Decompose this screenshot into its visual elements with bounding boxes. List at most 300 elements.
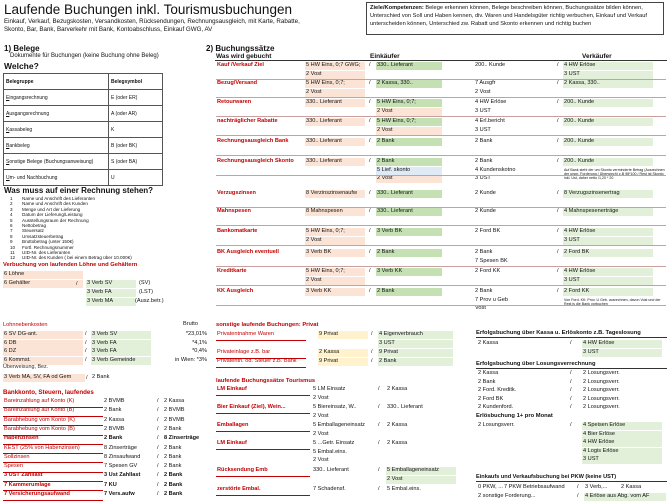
slash-separator: / [378, 386, 380, 392]
bank-soll: 2 BVMB [104, 425, 125, 432]
tour-haben: 2 Kassa [387, 440, 408, 446]
tour-label: Bier Einkauf (Ziel), Wein... [217, 404, 286, 410]
belege-col-symbol: Belegsymbol [109, 74, 163, 90]
bs-vk-haben: 200.. Kunde [563, 99, 653, 107]
bank-haben: 2 Bank [164, 491, 183, 497]
slash-separator: / [378, 404, 380, 410]
beleg-symbol: K [109, 122, 163, 138]
bank-soll: 7 Spesen GV [104, 463, 138, 470]
slash-separator: / [369, 208, 371, 214]
bs-ek-haben: 3 Verb BK [376, 228, 442, 236]
bs-vk-haben: 2 Ford BK [563, 249, 653, 257]
slash-separator: / [369, 118, 371, 124]
slash-separator: / [557, 208, 559, 214]
rechnung-item-text: Steuersatz [22, 228, 44, 234]
nk-cell: 3 Verb FA [91, 340, 151, 348]
slash-separator: / [577, 484, 579, 490]
bs-ek-soll: 2 Vost [305, 89, 365, 97]
bs-ek-haben: 2 Vost [376, 108, 442, 116]
page-title: Laufende Buchungen inkl. Tourismusbuchungen [4, 2, 292, 17]
bs-vk-soll: 2 Bank [475, 249, 493, 255]
tour-label: LM Einkauf [217, 386, 247, 392]
bs-vk-haben: 3 UST [563, 71, 653, 79]
tour-soll: 2 Vost [313, 457, 329, 463]
bs-vk-soll: 3 UST [475, 107, 491, 114]
bs-vk-soll: 7 Prov u Geb [475, 296, 508, 303]
losung-heading: Erfolgsbuchung über Losungsverrechnung [476, 361, 596, 367]
nk-cell: 6 Kommst. [3, 357, 83, 365]
tour-haben: 2 Vost [386, 476, 456, 484]
rechnung-item-text: Menge und Art der Lieferung [22, 206, 81, 212]
tagesl-cell: 2 Kassa [478, 340, 499, 346]
bs-vk-soll: 3 UST [475, 175, 491, 181]
bs-ek-haben: 5 HW Eins, 0;7; [376, 99, 442, 107]
slash-separator: / [85, 339, 87, 346]
tour-label: Rücksendung Emb [217, 467, 268, 473]
pkw-cell: 0 PKW, ... [478, 484, 503, 490]
bs-ek-haben: 2 Bank [376, 288, 442, 296]
loehne-cell: 3 Verb SV [86, 280, 136, 288]
tour-haben: 2 Kassa [387, 422, 408, 428]
bank-soll: 8 Zinserträge [104, 444, 137, 451]
bs-vk-soll: 2 Bank [475, 158, 493, 164]
bank-haben: 2 BVMB [164, 416, 185, 423]
losung-haben: 2 Losungsverr. [583, 395, 620, 402]
bank-haben: 2 Bank [164, 481, 183, 488]
nk-cell: 3 Verb FA [91, 348, 151, 356]
bs-note: Auf Bank steht der um Skonto verminderte Betrag (Ausrechnen der urspr. Forderung / Überwiech) z.B 98*100 / Rest ist Skonto inkl. Ust, daher netto /1,20 * 20 [564, 167, 665, 180]
slash-separator: / [371, 331, 373, 337]
losung-haben: 2 Losungsverr. [583, 378, 620, 385]
bs-ek-soll: 2 Vost [305, 277, 365, 285]
bs-label: Verzugszinsen [217, 190, 256, 196]
tour-rule [216, 476, 310, 477]
pkw-cell: 3 Verb,... [585, 484, 608, 490]
bs-row-rule [216, 285, 666, 286]
slash-separator: / [557, 99, 559, 105]
bs-label: BK Ausgleich eventuell [217, 249, 279, 255]
bank-label: Habenzinsen [4, 435, 39, 442]
brutto-label: Brutto [183, 321, 198, 327]
tour-haben: 5 Emballageneinsatz [386, 467, 456, 475]
bs-vk-haben: 3 UST [563, 277, 653, 285]
bs-vk-soll: 2 Bank [475, 138, 493, 144]
bs-row-rule [216, 305, 666, 306]
rechnung-item-number: 3 [10, 206, 13, 212]
bs-label: Retourwaren [217, 99, 252, 105]
belege-heading: 1) Belege [4, 44, 40, 53]
tour-rule [216, 449, 310, 450]
loehne-cell: (LST) [139, 289, 153, 295]
losung-soll: 2 Kassa [478, 370, 499, 376]
privat-haben: 9 Privat [378, 349, 453, 357]
privat-label: Privatentn. od. Steuer z.B. Bank [217, 358, 297, 364]
bs-note: Von Ford. KK: Prov. U Geb. ausrechnen, davon Vost und der Rest is die Bank vorbuchen [564, 297, 661, 306]
slash-separator: / [157, 407, 159, 414]
nk-cell: 6 DZ [3, 348, 83, 356]
privat-haben: 2 Bank [378, 358, 453, 366]
bs-ek-soll: 330.. Lieferant [305, 158, 365, 166]
beleg-group-initial: S [6, 158, 10, 165]
bs-vk-haben: 200.. Kunde [563, 138, 653, 146]
beleg-group-initial: U [6, 174, 10, 181]
slash-separator: / [557, 249, 559, 255]
slash-separator: / [570, 387, 572, 394]
bs-ek-haben: 2 Vost [376, 175, 442, 183]
bs-vk-haben: 3 UST [563, 237, 653, 245]
slash-separator: / [369, 138, 371, 144]
privat-haben: 4 Eigenverbrauch [378, 331, 453, 339]
rechnung-item-text: Datum der Lieferung/Leistung [22, 212, 83, 218]
nk-cell: 6 SV DG-ant. [3, 331, 83, 339]
bs-vk-haben: 4 HW Erlöse [563, 228, 653, 236]
pkw-cell: 2 Kassa [621, 484, 642, 490]
slash-separator: / [570, 378, 572, 385]
bank-soll: 2 Bank [104, 407, 122, 414]
bs-col-was: Was wird gebucht [216, 53, 272, 60]
bs-ek-haben: 2 Kassa, 330.. [376, 80, 442, 88]
goals-box [366, 2, 664, 35]
nk-cell: 6 DB [3, 340, 83, 348]
beleg-group: Um- und Nachbuchung [4, 170, 109, 186]
privat-soll: 2 Kassa [318, 349, 368, 357]
rechnung-item-number: 5 [10, 217, 13, 223]
tour-haben: 2 Kassa [387, 386, 408, 392]
bank-label: Sollzinsen [4, 453, 30, 460]
losung-soll: 2 Ford BK [478, 395, 504, 402]
beleg-symbol: U [109, 170, 163, 186]
monat-cell: 2 Losungsverr. [478, 422, 515, 428]
bs-ek-haben: 2 Vost [376, 127, 442, 135]
slash-separator: / [577, 493, 579, 499]
page-subtitle: Einkauf, Verkauf, Bezugskosten, Versandkosten, Rücksendungen, Rechnungsausgleich, mit Karte, Rabatte, Skonto, Bar, Bank, Barverkehr mit Bank, Kontoabschluss, Einkauf GWG, AV [4, 18, 300, 34]
bs-vk-soll: 7 Ausgfr [475, 80, 496, 86]
bs-label: Kreditkarte [217, 268, 247, 274]
bank-label: Barabhebung vom Konto (B) [4, 425, 75, 432]
bs-col-vk: Verkäufer [582, 53, 612, 60]
beleg-group-initial: A [6, 110, 10, 117]
slash-separator: / [369, 62, 371, 68]
rechnung-item [10, 255, 205, 260]
bs-vk-soll: 4 Kundenskotno [475, 166, 516, 173]
losung-haben: 2 Losungsverr. [583, 370, 620, 376]
slash-separator: / [557, 118, 559, 124]
bank-label: 7 Kammerumlage [4, 481, 51, 488]
slash-separator: / [85, 356, 87, 363]
slash-separator: / [157, 435, 159, 442]
bs-row-rule [216, 155, 666, 156]
tour-soll: 2 Vost [313, 412, 329, 419]
pkw-heading: Einkaufs und Verkaufsbuchung bei PKW (keine UST) [476, 474, 617, 480]
rechnung-heading: Was muss auf einer Rechnung stehen? [4, 186, 154, 195]
slash-separator: / [557, 138, 559, 144]
bs-ek-soll: 3 Verb KK [305, 288, 365, 296]
bs-vk-haben: 4 Mahnspesenerträge [563, 208, 653, 216]
slash-separator: / [157, 416, 159, 423]
belege-col-group: Belegruppe [4, 74, 109, 90]
beleg-group: Bankbeleg [4, 138, 109, 154]
bs-ek-haben: 330.. Lieferant [376, 62, 442, 70]
privat-soll: 9 Privat [318, 358, 368, 366]
privat-label: Privateinlage z.B. bar [217, 349, 271, 355]
rechnung-item-text: Nettobetrag [22, 223, 47, 229]
rechnung-item-number: 6 [10, 223, 13, 229]
slash-separator: / [557, 228, 559, 234]
bank-haben: 2 Bank [164, 463, 182, 470]
bs-vk-haben: 2 Kassa, 330.. [563, 80, 653, 88]
tour-heading: laufende Buchungssätze Tourismus [216, 378, 316, 384]
bank-label: Spesen [4, 463, 23, 470]
privat-rule [216, 340, 306, 341]
bank-soll: 7 Vers.aufw [104, 491, 135, 497]
bank-haben: 2 Bank [164, 444, 182, 451]
bs-ek-soll: 5 HW Eins, 0;7 GWG; [305, 62, 365, 70]
tour-soll: 7 Schadensf. [313, 486, 346, 492]
bs-row-rule [216, 266, 666, 267]
tour-rule [216, 395, 310, 396]
bs-ek-soll: 8 Verzinszinsenaufw [305, 190, 365, 198]
beleg-group-initial: K [6, 126, 10, 133]
ueb-cell: 3 Verb MA, SV, FA od Gem [3, 374, 85, 382]
bs-vk-haben: 200.. Kunde [563, 158, 653, 166]
beleg-group: Kassabeleg [4, 122, 109, 138]
slash-separator: / [557, 268, 559, 274]
slash-separator: / [378, 422, 380, 428]
slash-separator: / [369, 268, 371, 274]
bs-heading: 2) Buchungssätze [206, 44, 275, 53]
bs-vk-haben: 2 Ford KK [563, 288, 653, 296]
monat-haben: 4 Bier Erlöse [582, 431, 662, 439]
bank-label: 3 UST Zahllast [4, 472, 43, 479]
bs-vk-soll: 2 Kunde [475, 190, 496, 196]
bs-vk-soll: 4 HW Erlöse [475, 99, 507, 105]
nk-cell: 3 Verb SV [91, 331, 151, 339]
pkw-cell: 4 Erlöse aus Abg. vom AF [584, 493, 666, 501]
bs-vk-soll: 4 Erl.bericht [475, 118, 505, 124]
loehne-cell: (SV) [139, 280, 151, 286]
loehne-heading: Verbuchung von laufenden Löhne und Gehältern [3, 262, 138, 268]
beleg-group-initial: E [6, 94, 10, 101]
beleg-group: Sonstige Belege (Buchungsanweisung) [4, 154, 109, 170]
bs-ek-soll: 2 Vost [305, 71, 365, 79]
belege-note: Dokumente für Buchungen (keine Buchung ohne Beleg) [10, 53, 159, 59]
bank-soll: 7 KU [104, 481, 117, 488]
privat-heading: sonstige laufende Buchungen: Privat [216, 322, 319, 328]
bs-ek-haben: 330.. Lieferant [376, 208, 442, 216]
bank-row-rule [3, 500, 103, 501]
pkw-cell: 7 PKW Betriebsaufwand [504, 484, 565, 490]
slash-separator: / [157, 491, 159, 497]
loehne-cell: 3 Verb FA [86, 289, 136, 297]
monat-haben: 3 UST [582, 456, 662, 464]
bs-label: Bezug/Versand [217, 80, 258, 86]
slash-separator: / [378, 440, 380, 446]
rechnung-item-text: Name und Anschrift des Kunden [22, 201, 88, 207]
slash-separator: / [369, 99, 371, 105]
tour-label: zerstörte Embal. [217, 486, 261, 492]
bs-label: Bankomatkarte [217, 228, 258, 234]
bank-haben: 2 Kassa [164, 398, 185, 404]
bs-vk-haben: 200.. Kunde [563, 118, 653, 126]
slash-separator: / [378, 486, 380, 492]
slash-separator: / [85, 331, 87, 337]
slash-separator: / [570, 404, 572, 411]
tour-soll: 5 Emballageneinsatz [313, 422, 365, 428]
slash-separator: / [369, 249, 371, 255]
beleg-symbol: S (oder BA) [109, 154, 163, 170]
bank-soll: 2 Bank [104, 435, 123, 442]
slash-separator: / [369, 158, 371, 164]
tour-soll: 5 LM Einsatz [313, 386, 346, 392]
bank-label: Bareinzahlung auf Konto (B) [4, 407, 75, 414]
bs-ek-haben: 2 Bank [376, 138, 442, 146]
belege-table [3, 73, 163, 186]
slash-separator: / [557, 158, 559, 164]
bank-soll: 3 Ust Zahllast [104, 472, 141, 479]
ueb-cell: 2 Bank [92, 374, 110, 380]
belege-question: Welche? [4, 61, 39, 71]
losung-haben: 2 Losungsverr. [583, 404, 620, 411]
loehne-cell: 6 Löhne [3, 271, 83, 279]
beleg-group: Ausgangsrechnung [4, 106, 109, 122]
tagesl-cell: 4 HW Erlöse [582, 340, 662, 348]
bs-row-rule [216, 135, 666, 136]
bs-ek-haben: 5 Lief. skonto [376, 167, 442, 175]
bs-vk-soll: 2 Ford KK [475, 268, 501, 274]
slash-separator: / [557, 80, 559, 86]
bs-ek-soll: 5 HW Eins, 0;7; [305, 268, 365, 276]
losung-soll: 2 Kundenford. [478, 404, 514, 411]
rechnung-item-number: 2 [10, 201, 13, 207]
tagesl-heading: Erfolgsbuchung über Kassa u. Erlöskonto z.B. Tageslosung [476, 330, 641, 336]
goals-text: Belege erkennen können, Belege beschreiben können, Buchungssätze bilden können, Unterschied von Soll und Haben kennen, div. Waren und Handelsgüter richtig verbuchen, Einkauf und Verkauf unterscheiden können, Unterschied zw. Rabatt und Skonto erkennen und richtig buchen [370, 5, 647, 27]
rechnung-item-number: 4 [10, 212, 13, 218]
tour-soll: 330.. Lieferant [313, 467, 349, 473]
bs-ek-haben: 2 Bank [376, 249, 442, 257]
nk-cell: 3 Verb Gemeinde [91, 357, 151, 365]
tour-label: Emballagen [217, 422, 249, 428]
loehne-cell: 6 Gehälter [3, 280, 83, 288]
tagesl-cell: 3 UST [582, 349, 662, 357]
nk-rate: *0,4% [192, 348, 207, 354]
rechnung-item-text: Ausstellungsraum der Rechnung [22, 217, 89, 223]
bs-label: KK Ausgleich [217, 288, 254, 294]
bs-row-rule [216, 97, 666, 98]
bank-haben: 2 Bank [164, 472, 183, 479]
rechnung-item-number: 11 [10, 250, 15, 256]
bs-vk-haben: 4 HW Erlöse [563, 62, 653, 70]
bs-label: Kauf /Verkauf Ziel [217, 62, 264, 68]
monat-heading: Erlösbuchung 1+ pro Monat [476, 413, 553, 419]
bs-ek-soll: 2 Vost [305, 237, 365, 245]
tour-rule [216, 431, 310, 432]
rechnung-item-text: UID-Nr. des Lieferanten [22, 250, 71, 256]
slash-separator: / [570, 370, 572, 376]
rechnung-item-number: 9 [10, 239, 13, 245]
bs-label: nachträglicher Rabatte [217, 118, 278, 124]
tour-soll: 5 Biereinsatz, W.. [313, 404, 357, 410]
tour-soll: 2 Vost [313, 430, 329, 437]
rechnung-item-number: 8 [10, 233, 13, 239]
tour-rule [216, 413, 310, 414]
nk-rate: in Wien: *3% [174, 356, 207, 363]
bs-ek-soll: 330.. Lieferant [305, 118, 365, 126]
slash-separator: / [157, 425, 159, 432]
rechnung-item-text: UID-Nr. des Kunden ( bei einem Betrag über 10.000€) [22, 255, 132, 261]
rechnung-item-text: Umsatzsteuerbetrag [22, 233, 64, 239]
bank-haben: 2 BVMB [164, 407, 185, 414]
ueberweisung-label: Überweisung, Bez. [3, 364, 49, 370]
tour-haben: 5 Embal.eins. [387, 486, 421, 492]
bs-vk-soll: 2 Ford BK [475, 228, 501, 234]
slash-separator: / [570, 395, 572, 402]
tour-haben: 330.. Lieferant [387, 404, 423, 410]
rechnung-item-text: Name und Anschrift des Lieferanten [22, 196, 96, 201]
losung-haben: 2 Losungsverr. [583, 387, 620, 394]
rechnung-item-number: 1 [10, 196, 13, 201]
nk-rate: *23,01% [185, 331, 207, 337]
bs-row-rule [216, 175, 666, 176]
bs-ek-soll: 8 Mahnspesen [305, 208, 365, 216]
rechnung-list [10, 196, 205, 261]
bs-label: Rechnungsausgleich Bank [217, 138, 289, 144]
bs-vk-soll: 200.. Kunde [475, 62, 506, 68]
bs-ek-soll: 330.. Lieferant [305, 138, 365, 146]
tour-soll: 5 ...Getr. Einsatz [313, 440, 355, 446]
beleg-symbol: B (oder BK) [109, 138, 163, 154]
bs-vk-soll: 2 Kunde [475, 208, 496, 214]
slash-separator: / [157, 481, 159, 488]
bs-ek-haben: 330.. Lieferant [376, 190, 442, 198]
bs-vk-haben: 8 Verzugszinsenertrag [563, 190, 653, 198]
slash-separator: / [369, 80, 371, 86]
beleg-symbol: A (oder AR) [109, 106, 163, 122]
bs-col-ek: Einkäufer [370, 53, 400, 60]
bs-vk-soll: 2 Vost [475, 88, 491, 95]
bank-haben: 2 Bank [164, 453, 182, 460]
bank-label: KEST (25% von Habenzinsen) [4, 444, 80, 451]
slash-separator: / [369, 190, 371, 196]
bs-label: Mahnspesen [217, 208, 251, 214]
bs-ek-haben: 2 Bank [376, 158, 442, 166]
bank-label: Barabhebung vom Konto (K) [4, 416, 75, 423]
tour-label: LM Einkauf [217, 440, 247, 446]
rechnung-item-text: Fortl. Rechnungsnummer [22, 244, 74, 250]
bs-label: Rechnungsausgleich Skonto [217, 158, 294, 164]
tour-soll: 2 Vost [313, 394, 329, 401]
bs-vk-soll: 3 UST [475, 126, 491, 133]
pkw-cell: 2 sonstige Forderung... [478, 493, 536, 499]
bank-soll: 2 Kassa [104, 416, 125, 423]
monat-haben: 4 Logis Erlöse [582, 448, 662, 456]
bs-vk-soll: 7 Spesen BK [475, 257, 508, 264]
rechnung-item-number: 10 [10, 244, 16, 250]
beleg-group-initial: B [6, 142, 10, 149]
slash-separator: / [371, 349, 373, 355]
bs-ek-soll: 5 HW Eins, 0;7; [305, 228, 365, 236]
bank-label: Bareinzahlung auf Konto (K) [4, 398, 75, 404]
bank-label: 7 Versicherungsaufwand [4, 491, 70, 497]
bs-vk-haben: 4 HW Erlöse [563, 268, 653, 276]
slash-separator: / [369, 228, 371, 234]
tour-soll: 5 Embal.eins. [313, 448, 347, 455]
bs-ek-soll: 330.. Lieferant [305, 99, 365, 107]
nk-heading: Lohnnebenkosten [3, 322, 48, 328]
bank-soll: 2 BVMB [104, 398, 125, 404]
rechnung-item-text: Bruttobetrag (unter 150€) [22, 239, 74, 245]
loehne-cell: (Ausz.betr.) [135, 298, 164, 304]
slash-separator: / [557, 62, 559, 68]
